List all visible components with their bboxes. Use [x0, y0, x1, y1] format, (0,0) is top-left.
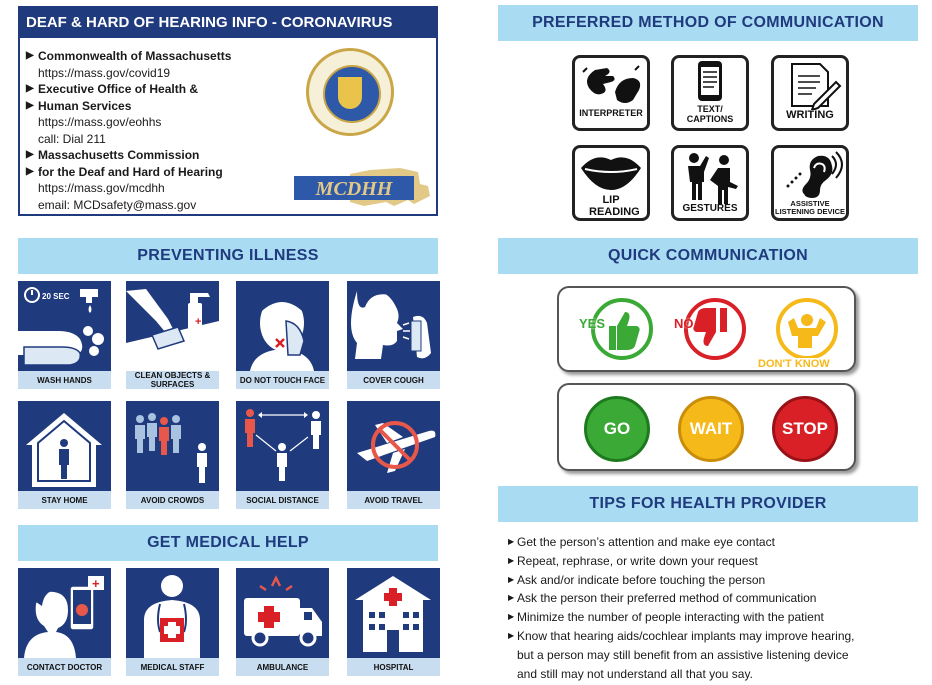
- social-distance-icon: [236, 401, 329, 491]
- hospital-icon: [347, 568, 440, 658]
- timer-label: 20 SEC: [42, 292, 70, 301]
- clean-surfaces-icon: [126, 281, 219, 371]
- lips-icon: [575, 148, 647, 194]
- avoid-travel-icon: [347, 401, 440, 491]
- tip-item: ▶ Get the person’s attention and make eye contact: [508, 533, 918, 552]
- org1-name: ▶ Commonwealth of Massachusetts: [26, 48, 296, 65]
- org3-name-line2-text: for the Deaf and Hard of Hearing: [38, 164, 223, 179]
- method-label: GESTURES: [682, 203, 738, 214]
- method-label: TEXT/ CAPTIONS: [686, 104, 734, 124]
- tile-social-distance: [236, 401, 329, 509]
- method-assistive-listening[interactable]: [771, 145, 849, 221]
- sign-language-icon: [575, 58, 647, 108]
- stay-home-icon: [18, 401, 111, 491]
- tile-avoid-crowds: [126, 401, 219, 509]
- preferred-method-header: PREFERRED METHOD OF COMMUNICATION: [498, 5, 918, 41]
- go-wait-stop-panel: [557, 383, 856, 471]
- tips-list: [508, 533, 918, 683]
- method-interpreter[interactable]: [572, 55, 650, 131]
- org2-name-line2: [26, 98, 296, 115]
- svg-text:+: +: [92, 576, 100, 591]
- mcdhh-logo-text: MCDHH: [315, 178, 393, 200]
- contact-doctor-icon: [18, 568, 111, 658]
- tile-wash-hands: [18, 281, 111, 389]
- tile-clean-surfaces: [126, 281, 219, 389]
- org2-call: call: Dial 211: [38, 131, 106, 146]
- tile-hospital: [347, 568, 440, 676]
- massachusetts-seal-icon: [306, 48, 394, 136]
- org2-url[interactable]: https://mass.gov/eohhs: [38, 115, 162, 129]
- tile-cover-cough: [347, 281, 440, 389]
- method-writing[interactable]: [771, 55, 849, 131]
- method-label: WRITING: [786, 109, 834, 121]
- info-box: [18, 6, 438, 216]
- tile-caption: AMBULANCE: [236, 658, 329, 676]
- tile-caption: DO NOT TOUCH FACE: [236, 371, 329, 389]
- tip-item: ▶ Know that hearing aids/cochlear implants may improve hearing,: [508, 627, 918, 646]
- org2-name-line1: ▶ Executive Office of Health &: [26, 81, 296, 98]
- phone-icon: [674, 58, 746, 104]
- org1-url[interactable]: https://mass.gov/covid19: [38, 65, 171, 80]
- tile-stay-home: [18, 401, 111, 509]
- tile-avoid-travel: [347, 401, 440, 509]
- tips-header: TIPS FOR HEALTH PROVIDER: [498, 486, 918, 522]
- tip-item: ▶ Ask the person their preferred method of communication: [508, 589, 918, 608]
- medical-staff-icon: [126, 568, 219, 658]
- org3-email[interactable]: email: MCDsafety@mass.gov: [38, 197, 197, 212]
- tip-item: ▶ Ask and/or indicate before touching the person: [508, 571, 918, 590]
- svg-text:+: +: [195, 316, 202, 328]
- tip-item-continued: and still may not understand all that you say.: [517, 666, 753, 681]
- tip-item: ▶ Minimize the number of people interacting with the patient: [508, 608, 918, 627]
- dont-know-button[interactable]: [776, 298, 838, 360]
- gestures-icon: [674, 148, 746, 204]
- ambulance-icon: [236, 568, 329, 658]
- method-label: LIP READING: [589, 194, 640, 218]
- wash-hands-icon: [18, 281, 111, 371]
- tile-medical-staff: [126, 568, 219, 676]
- tile-caption: MEDICAL STAFF: [126, 658, 219, 676]
- shrug-icon: [780, 302, 834, 356]
- tile-caption: CONTACT DOCTOR: [18, 658, 111, 676]
- mcdhh-logo-icon: [290, 162, 438, 212]
- thumbs-down-icon: [688, 302, 742, 356]
- writing-icon: [774, 58, 846, 110]
- stop-button[interactable]: STOP: [772, 396, 838, 462]
- info-contacts: [26, 48, 296, 213]
- get-medical-help-header: GET MEDICAL HELP: [18, 525, 438, 561]
- tile-caption: WASH HANDS: [18, 371, 111, 389]
- tile-caption: COVER COUGH: [347, 371, 440, 389]
- tile-ambulance: [236, 568, 329, 676]
- avoid-crowds-icon: [126, 401, 219, 491]
- preventing-illness-header: PREVENTING ILLNESS: [18, 238, 438, 274]
- tile-do-not-touch-face: [236, 281, 329, 389]
- tile-caption: HOSPITAL: [347, 658, 440, 676]
- org2-name-line2-text: Human Services: [38, 98, 132, 113]
- dont-know-label: DON'T KNOW: [758, 358, 830, 370]
- tip-item: ▶ Repeat, rephrase, or write down your request: [508, 552, 918, 571]
- tile-caption: CLEAN OBJECTS & SURFACES: [126, 371, 219, 389]
- method-label: INTERPRETER: [579, 108, 643, 118]
- tile-caption: STAY HOME: [18, 491, 111, 509]
- info-title: DEAF & HARD OF HEARING INFO - CORONAVIRUS: [20, 8, 436, 38]
- tip-item-continued: but a person may still benefit from an assistive listening device: [517, 647, 849, 662]
- cover-cough-icon: [347, 281, 440, 371]
- wait-button[interactable]: WAIT: [678, 396, 744, 462]
- method-text-captions[interactable]: [671, 55, 749, 131]
- tile-contact-doctor: [18, 568, 111, 676]
- method-lip-reading[interactable]: [572, 145, 650, 221]
- quick-communication-header: QUICK COMMUNICATION: [498, 238, 918, 274]
- yes-no-panel: [557, 286, 856, 372]
- org3-url[interactable]: https://mass.gov/mcdhh: [38, 181, 165, 195]
- org3-name-line1: ▶ Massachusetts Commission: [26, 147, 296, 164]
- method-gestures[interactable]: [671, 145, 749, 221]
- tile-caption: AVOID CROWDS: [126, 491, 219, 509]
- method-label: ASSISTIVE LISTENING DEVICE: [774, 199, 845, 216]
- yes-label: YES: [579, 316, 606, 331]
- tile-caption: SOCIAL DISTANCE: [236, 491, 329, 509]
- assistive-listening-icon: [774, 148, 846, 200]
- go-button[interactable]: GO: [584, 396, 650, 462]
- tile-caption: AVOID TRAVEL: [347, 491, 440, 509]
- no-label: NO: [674, 316, 694, 331]
- no-touch-face-icon: [236, 281, 329, 371]
- org3-name-line2: [26, 164, 296, 181]
